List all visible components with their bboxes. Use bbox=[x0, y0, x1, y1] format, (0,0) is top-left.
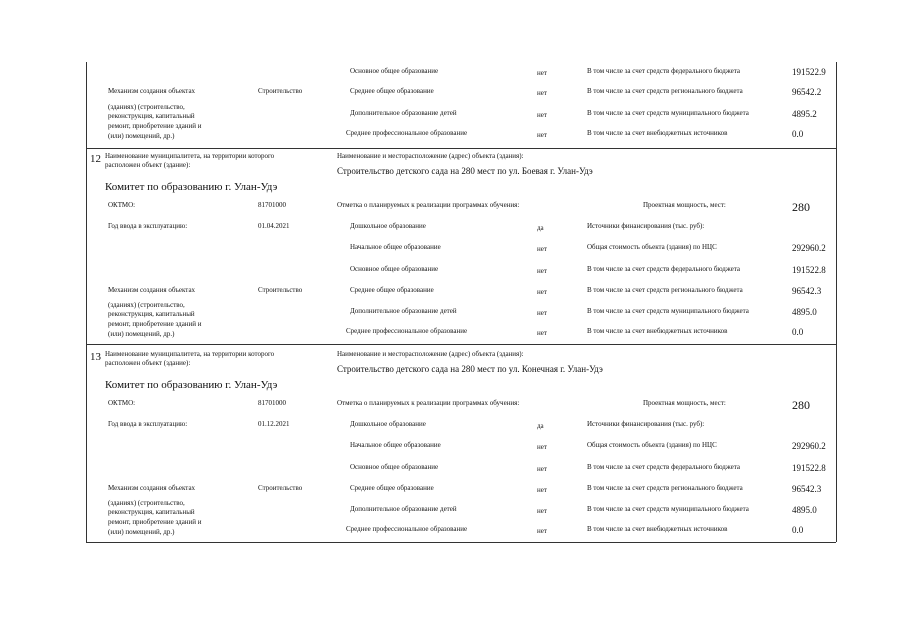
fin-name: В том числе за счет средств федерального бюджета bbox=[587, 463, 740, 471]
edu-name: Среднее общее образование bbox=[350, 87, 434, 95]
object-label: Наименование и месторасположение (адрес) объекта (здания): bbox=[337, 350, 524, 358]
edu-flag: нет bbox=[537, 309, 547, 317]
mechanism-label: Механизм создания объектах bbox=[108, 484, 196, 492]
object-name: Строительство детского сада на 280 мест по ул. Боевая г. Улан-Удэ bbox=[337, 166, 593, 176]
mechanism-value: Строительство bbox=[258, 286, 303, 294]
year-label: Год ввода в эксплуатацию: bbox=[108, 420, 188, 428]
mechanism-desc: ремонт, приобретение зданий и bbox=[108, 320, 202, 328]
edu-name: Дошкольное образование bbox=[350, 420, 426, 428]
fin-name: В том числе за счет средств федерального бюджета bbox=[587, 67, 740, 75]
edu-name: Среднее профессиональное образование bbox=[346, 525, 468, 533]
fin-value: 0.0 bbox=[792, 129, 804, 139]
edu-name: Начальное общее образование bbox=[350, 441, 441, 449]
fin-value: 292960.2 bbox=[792, 243, 826, 253]
fin-value: 4895.0 bbox=[792, 307, 817, 317]
row-number: 13 bbox=[90, 351, 101, 363]
mechanism-label: Механизм создания объектах bbox=[108, 87, 196, 95]
edu-flag: нет bbox=[537, 111, 547, 119]
program-label: Отметка о планируемых к реализации программах обучения: bbox=[337, 201, 520, 209]
edu-flag: нет bbox=[537, 465, 547, 473]
edu-name: Среднее общее образование bbox=[350, 286, 434, 294]
fin-value: 4895.2 bbox=[792, 109, 817, 119]
mechanism-value: Строительство bbox=[258, 484, 303, 492]
fin-heading: Источники финансирования (тыс. руб): bbox=[587, 222, 705, 230]
capacity-value: 280 bbox=[792, 200, 810, 214]
row-divider bbox=[86, 148, 836, 149]
oktmo-label: ОКТМО: bbox=[108, 399, 136, 407]
fin-name: Общая стоимость объекта (здания) по НЦС bbox=[587, 243, 717, 251]
oktmo-label: ОКТМО: bbox=[108, 201, 136, 209]
table-left-border bbox=[86, 62, 87, 542]
mechanism-desc: (или) помещений, др.) bbox=[108, 330, 175, 338]
fin-value: 0.0 bbox=[792, 327, 804, 337]
mechanism-desc: ремонт, приобретение зданий и bbox=[108, 122, 202, 130]
edu-flag: нет bbox=[537, 245, 547, 253]
edu-flag: нет bbox=[537, 507, 547, 515]
table-right-border bbox=[836, 62, 837, 542]
fin-value: 4895.0 bbox=[792, 505, 817, 515]
row-divider bbox=[86, 542, 836, 543]
fin-name: В том числе за счет внебюджетных источников bbox=[587, 129, 728, 137]
edu-name: Дополнительное образование детей bbox=[350, 109, 457, 117]
munic-label: Наименование муниципалитета, на территории которого bbox=[105, 350, 275, 358]
capacity-label: Проектная мощность, мест: bbox=[643, 201, 726, 209]
edu-name: Основное общее образование bbox=[350, 265, 439, 273]
munic-label: расположен объект (здание): bbox=[105, 161, 191, 169]
mechanism-desc: (зданиях) (строительство, bbox=[108, 499, 185, 507]
mechanism-desc: реконструкция, капитальный bbox=[108, 112, 195, 120]
fin-name: В том числе за счет внебюджетных источников bbox=[587, 525, 728, 533]
fin-value: 96542.3 bbox=[792, 484, 822, 494]
edu-flag: да bbox=[537, 422, 544, 430]
mechanism-desc: (зданиях) (строительство, bbox=[108, 301, 185, 309]
fin-value: 96542.3 bbox=[792, 286, 822, 296]
edu-flag: нет bbox=[537, 267, 547, 275]
capacity-value: 280 bbox=[792, 398, 810, 412]
year-label: Год ввода в эксплуатацию: bbox=[108, 222, 188, 230]
fin-name: В том числе за счет средств муниципального бюджета bbox=[587, 307, 749, 315]
mechanism-desc: (зданиях) (строительство, bbox=[108, 103, 185, 111]
edu-name: Дополнительное образование детей bbox=[350, 505, 457, 513]
edu-flag: нет bbox=[537, 443, 547, 451]
munic-name: Комитет по образованию г. Улан-Удэ bbox=[105, 379, 278, 391]
edu-name: Основное общее образование bbox=[350, 463, 439, 471]
fin-name: В том числе за счет средств муниципального бюджета bbox=[587, 109, 749, 117]
edu-flag: нет bbox=[537, 89, 547, 97]
mechanism-desc: реконструкция, капитальный bbox=[108, 508, 195, 516]
year-value: 01.12.2021 bbox=[258, 420, 290, 428]
mechanism-desc: ремонт, приобретение зданий и bbox=[108, 518, 202, 526]
fin-name: В том числе за счет средств муниципального бюджета bbox=[587, 505, 749, 513]
edu-flag: нет bbox=[537, 329, 547, 337]
fin-heading: Источники финансирования (тыс. руб): bbox=[587, 420, 705, 428]
edu-name: Начальное общее образование bbox=[350, 243, 441, 251]
fin-value: 0.0 bbox=[792, 525, 804, 535]
edu-name: Дошкольное образование bbox=[350, 222, 426, 230]
oktmo-value: 81701000 bbox=[258, 399, 286, 407]
year-value: 01.04.2021 bbox=[258, 222, 290, 230]
edu-flag: нет bbox=[537, 131, 547, 139]
edu-name: Среднее профессиональное образование bbox=[346, 327, 468, 335]
fin-value: 191522.8 bbox=[792, 265, 826, 275]
mechanism-value: Строительство bbox=[258, 87, 303, 95]
fin-name: В том числе за счет средств регионального бюджета bbox=[587, 87, 743, 95]
edu-flag: нет bbox=[537, 486, 547, 494]
edu-name: Среднее общее образование bbox=[350, 484, 434, 492]
program-label: Отметка о планируемых к реализации программах обучения: bbox=[337, 399, 520, 407]
fin-name: В том числе за счет средств регионального бюджета bbox=[587, 286, 743, 294]
munic-label: расположен объект (здание): bbox=[105, 359, 191, 367]
fin-name: В том числе за счет средств регионального бюджета bbox=[587, 484, 743, 492]
edu-flag: нет bbox=[537, 527, 547, 535]
mechanism-desc: (или) помещений, др.) bbox=[108, 132, 175, 140]
edu-name: Среднее профессиональное образование bbox=[346, 129, 468, 137]
fin-name: В том числе за счет внебюджетных источников bbox=[587, 327, 728, 335]
edu-name: Дополнительное образование детей bbox=[350, 307, 457, 315]
munic-name: Комитет по образованию г. Улан-Удэ bbox=[105, 181, 278, 193]
fin-value: 191522.9 bbox=[792, 67, 826, 77]
edu-name: Основное общее образование bbox=[350, 67, 439, 75]
row-divider bbox=[86, 344, 836, 345]
mechanism-desc: (или) помещений, др.) bbox=[108, 528, 175, 536]
edu-flag: нет bbox=[537, 288, 547, 296]
oktmo-value: 81701000 bbox=[258, 201, 286, 209]
object-label: Наименование и месторасположение (адрес) объекта (здания): bbox=[337, 152, 524, 160]
mechanism-desc: реконструкция, капитальный bbox=[108, 310, 195, 318]
fin-value: 191522.8 bbox=[792, 463, 826, 473]
fin-value: 96542.2 bbox=[792, 87, 822, 97]
fin-name: В том числе за счет средств федерального бюджета bbox=[587, 265, 740, 273]
edu-flag: нет bbox=[537, 69, 547, 77]
edu-flag: да bbox=[537, 224, 544, 232]
capacity-label: Проектная мощность, мест: bbox=[643, 399, 726, 407]
fin-value: 292960.2 bbox=[792, 441, 826, 451]
mechanism-label: Механизм создания объектах bbox=[108, 286, 196, 294]
munic-label: Наименование муниципалитета, на территории которого bbox=[105, 152, 275, 160]
fin-name: Общая стоимость объекта (здания) по НЦС bbox=[587, 441, 717, 449]
row-number: 12 bbox=[90, 153, 101, 165]
object-name: Строительство детского сада на 280 мест по ул. Конечная г. Улан-Удэ bbox=[337, 364, 603, 374]
